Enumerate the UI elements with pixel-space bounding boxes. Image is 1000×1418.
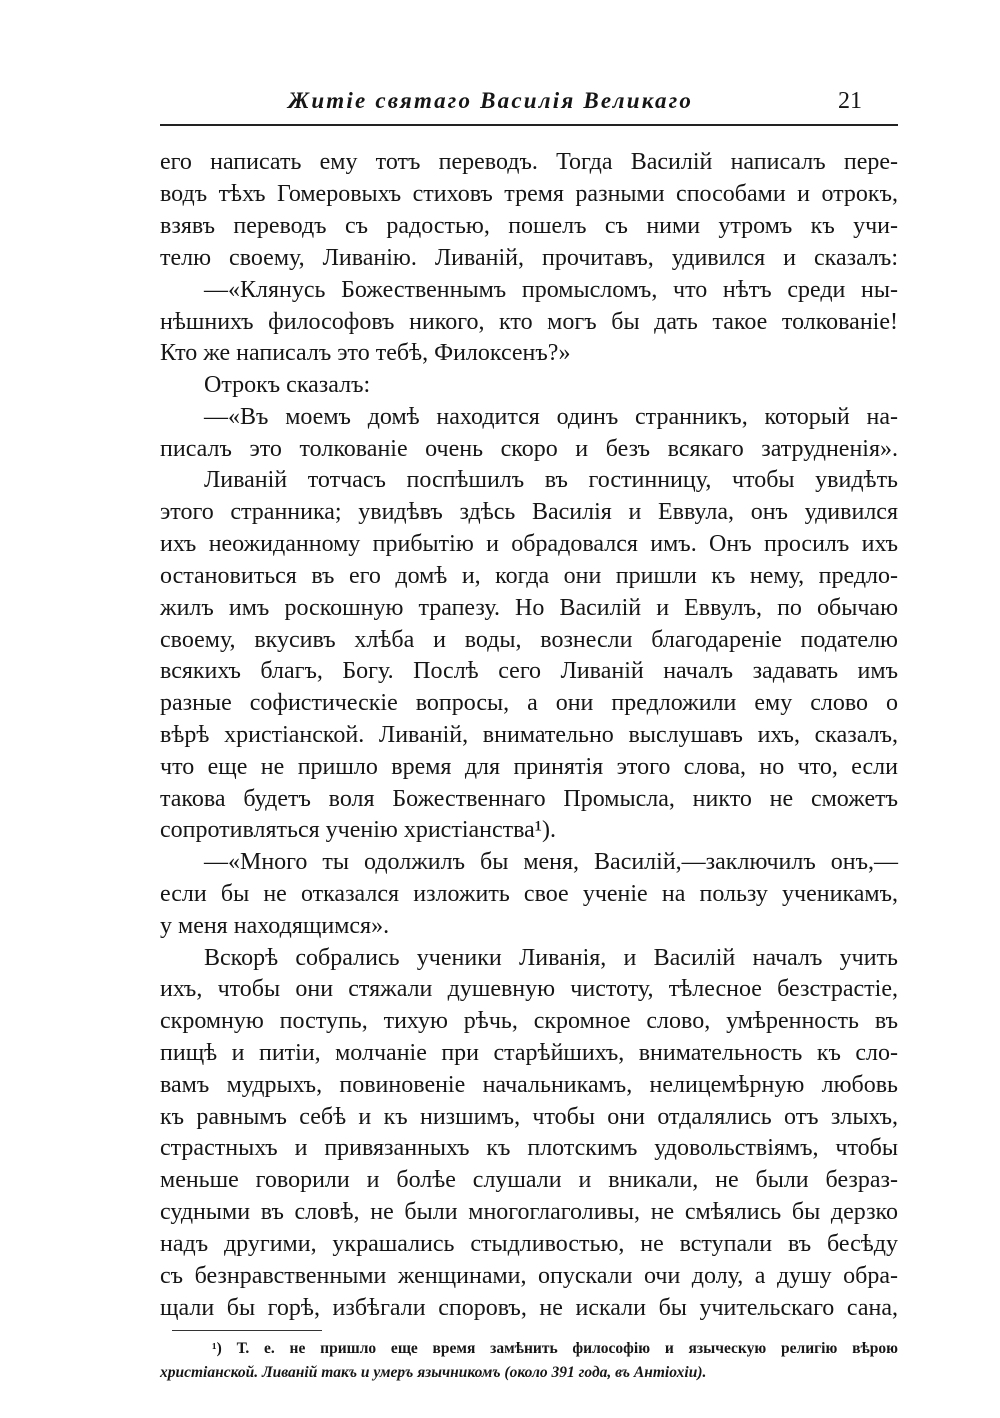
text-line: всякихъ благъ, Богу. Послѣ сего Ливаній началъ задавать имъ <box>160 658 898 684</box>
text-line: Вскорѣ собрались ученики Ливанія, и Василій началъ учить <box>204 945 898 971</box>
text-line: взявъ переводъ съ радостью, пошелъ съ ними утромъ къ учи- <box>160 213 898 239</box>
text-line: остановиться въ его домѣ и, когда они пришли къ нему, предло- <box>160 563 898 589</box>
text-line: Отрокъ сказалъ: <box>204 372 371 398</box>
page-number: 21 <box>838 88 862 114</box>
text-line: скромную поступь, тихую рѣчь, скромное слово, умѣренность въ <box>160 1008 898 1034</box>
text-line: Ливаній тотчасъ поспѣшилъ въ гостинницу, чтобы увидѣть <box>204 467 898 493</box>
text-line: писалъ это толкованіе очень скоро и безъ всякаго затрудненія». <box>160 436 898 462</box>
text-line: вѣрѣ христіанской. Ливаній, внимательно выслушавъ ихъ, сказалъ, <box>160 722 898 748</box>
text-line: пищѣ и питіи, молчаніе при старѣйшихъ, внимательность къ сло- <box>160 1040 898 1066</box>
text-line: судными въ словѣ, не были многоглаголивы, не смѣялись бы дерзко <box>160 1199 898 1225</box>
text-line: надъ другими, украшались стыдливостью, не вступали въ бесѣду <box>160 1231 898 1257</box>
text-line: —«Много ты одолжилъ бы меня, Василій,—заключилъ онъ,— <box>204 849 898 875</box>
text-line: сопротивляться ученію христіанства¹). <box>160 817 556 843</box>
text-line: жилъ имъ роскошную трапезу. Но Василій и Еввулъ, по обычаю <box>160 595 898 621</box>
footnote-line: христіанской. Ливаній такъ и умеръ язычникомъ (около 391 года, въ Антіохіи). <box>160 1364 707 1381</box>
text-line: ихъ, чтобы они стяжали душевную чистоту, тѣлесное безстрастіе, <box>160 976 898 1002</box>
text-line: нѣшнихъ философовъ никого, кто могъ бы дать такое толкованіе! <box>160 309 898 335</box>
text-line: —«Въ моемъ домѣ находится одинъ странникъ, который на- <box>204 404 898 430</box>
text-line: меньше говорили и болѣе слушали и вникали, не были безраз- <box>160 1167 898 1193</box>
text-line: что еще не пришло время для принятія этого слова, но что, если <box>160 754 898 780</box>
text-line: телю своему, Ливанію. Ливаній, прочитавъ, удивился и сказалъ: <box>160 245 898 271</box>
footnote-rule <box>172 1330 322 1331</box>
footnote-line: ¹) Т. е. не пришло еще время замѣнить философію и языческую религію вѣрою <box>212 1340 898 1357</box>
text-line: разные софистическіе вопросы, а они предложили ему слово о <box>160 690 898 716</box>
text-line: къ равнымъ себѣ и къ низшимъ, чтобы они отдалялись отъ злыхъ, <box>160 1104 898 1130</box>
text-line: ихъ неожиданному прибытію и обрадовался имъ. Онъ просилъ ихъ <box>160 531 898 557</box>
running-header-title: Житіе святаго Василія Великаго <box>288 88 694 113</box>
text-line: вамъ мудрыхъ, повиновеніе начальникамъ, нелицемѣрную любовь <box>160 1072 898 1098</box>
header-rule <box>160 124 898 126</box>
text-line: водъ тѣхъ Гомеровыхъ стиховъ тремя разными способами и отрокъ, <box>160 181 898 207</box>
text-line: своему, вкусивъ хлѣба и воды, вознесли благодареніе подателю <box>160 627 898 653</box>
text-line: если бы не отказался изложить свое ученіе на пользу ученикамъ, <box>160 881 898 907</box>
text-line: этого странника; увидѣвъ здѣсь Василія и Еввула, онъ удивился <box>160 499 898 525</box>
text-line: щали бы горѣ, избѣгали споровъ, не искали бы учительскаго сана, <box>160 1295 898 1321</box>
text-line: такова будетъ воля Божественнаго Промысла, никто не сможетъ <box>160 786 898 812</box>
text-line: у меня находящимся». <box>160 913 390 939</box>
text-line: его написать ему тотъ переводъ. Тогда Василій написалъ пере- <box>160 149 898 175</box>
text-line: съ безнравственными женщинами, опускали очи долу, а душу обра- <box>160 1263 898 1289</box>
text-line: —«Клянусь Божественнымъ промысломъ, что нѣтъ среди ны- <box>204 277 898 303</box>
text-line: страстныхъ и привязанныхъ къ плотскимъ удовольствіямъ, чтобы <box>160 1135 898 1161</box>
text-line: Кто же написалъ это тебѣ, Филоксенъ?» <box>160 340 571 366</box>
